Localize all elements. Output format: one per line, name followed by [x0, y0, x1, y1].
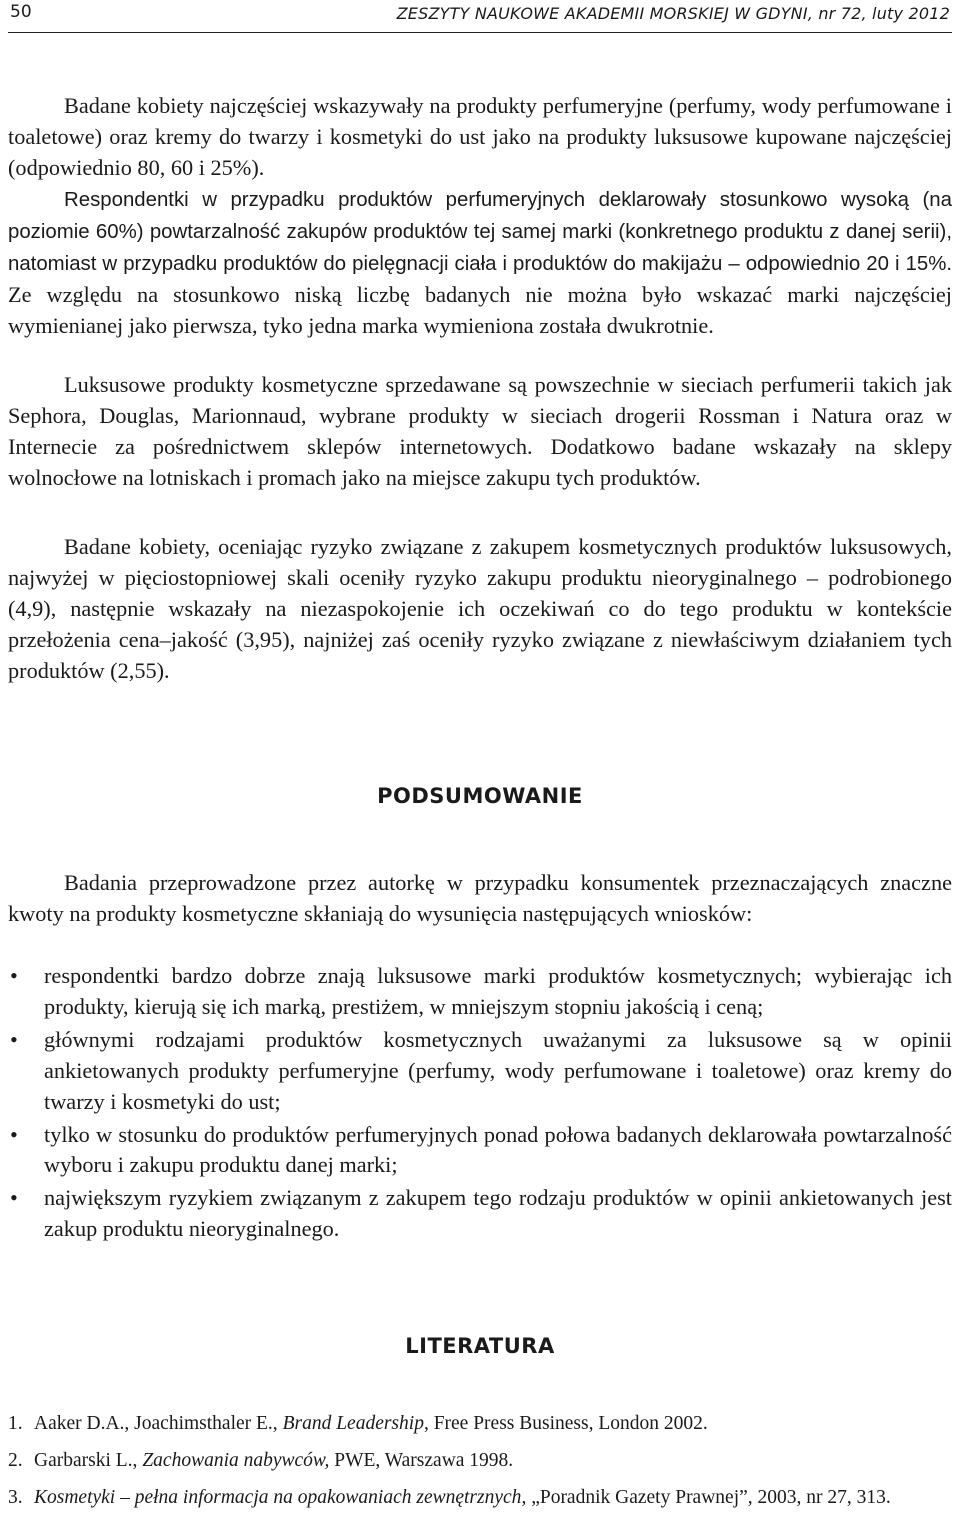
reference-item	[8, 1447, 952, 1474]
list-item-text: tylko w stosunku do produktów perfumeryjnych ponad połowa badanych deklarowała powtarzalność wyboru i zakupu produktu danej marki;	[44, 1121, 952, 1178]
list-item-text: głównymi rodzajami produktów kosmetycznych uważanymi za luksusowe są w opinii ankietowanych produkty perfumeryjne (perfumy, wody perfumowane i toaletowe) oraz kremy do twarzy i kosmetyki do ust;	[44, 1026, 952, 1114]
reference-item	[8, 1484, 952, 1511]
page-number: 50	[10, 2, 32, 22]
summary-intro	[8, 868, 952, 930]
paragraph-sans-text: Respondentki w przypadku produktów perfumeryjnych deklarowały stosunkowo wysoką (na poziomie 60%) powtarzalność zakupów produktów tej samej marki (konkretnego produktu z danej serii), natomiast w przypadku produktów do pielęgnacji ciała i produktów do makijażu – odpowiednio 20 i 15%.	[8, 189, 952, 275]
running-header	[8, 0, 952, 33]
list-item-text: respondentki bardzo dobrze znają luksusowe marki produktów kosmetycznych; wybierając ich produkty, kierują się ich marką, prestiżem, w mniejszym stopniu jakością i ceną;	[44, 963, 952, 1019]
reference-authors: Garbarski L.,	[34, 1450, 143, 1471]
reference-authors: Aaker D.A., Joachimsthaler E.,	[34, 1413, 283, 1434]
bullet-icon: •	[10, 963, 18, 988]
paragraph-luxury-products	[8, 91, 952, 184]
reference-number: 2.	[8, 1450, 23, 1471]
list-item	[8, 961, 952, 1023]
journal-title: ZESZYTY NAUKOWE AKADEMII MORSKIEJ W GDYNI, nr 72, luty 2012	[396, 4, 950, 23]
paragraph-text: Luksusowe produkty kosmetyczne sprzedawane są powszechnie w sieciach perfumerii takich jak Sephora, Douglas, Marionnaud, wybrane produkty w sieciach drogerii Rossman i Natura oraz w Internecie za pośrednictwem sklepów internetowych. Dodatkowo badane wskazały na sklepy wolnocłowe na lotniskach i promach jako na miejsce zakupu tych produktów.	[8, 372, 952, 490]
reference-number: 3.	[8, 1487, 23, 1508]
paragraph-text: Badane kobiety, oceniając ryzyko związane z zakupem kosmetycznych produktów luksusowych, najwyżej w pięciostopniowej skali oceniły ryzyko zakupu produktu nieoryginalnego – podrobionego (4,9), następnie wskazały na niezaspokojenie ich oczekiwań co do tego produktu w kontekście przełożenia cena–jakość (3,95), najniżej zaś oceniły ryzyko związane z niewłaściwym działaniem tych produktów (2,55).	[8, 534, 952, 683]
list-item-text: największym ryzykiem związanym z zakupem tego rodzaju produktów w opinii ankietowanych jest zakup produktu nieoryginalnego.	[44, 1185, 952, 1242]
reference-number: 1.	[8, 1413, 23, 1434]
list-item	[8, 1025, 952, 1118]
reference-title: Zachowania nabywców,	[142, 1450, 330, 1471]
literature-heading: LITERATURA	[405, 1334, 555, 1358]
conclusions-list	[8, 961, 952, 1247]
bibliography-list	[8, 1410, 952, 1521]
list-item	[8, 1120, 952, 1182]
reference-publisher: , „Poradnik Gazety Prawnej”, 2003, nr 27, 313.	[521, 1487, 891, 1508]
paragraph-serif-text: Ze względu na stosunkowo niską liczbę badanych nie można było wskazać marki najczęściej wymienianej jako pierwsza, tyko jedna marka wymieniona została dwukrotnie.	[8, 281, 952, 338]
paragraph-text: Badane kobiety najczęściej wskazywały na produkty perfumeryjne (perfumy, wody perfumowane i toaletowe) oraz kremy do twarzy i kosmetyki do ust jako na produkty luksusowe kupowane najczęściej (odpowiednio 80, 60 i 25%).	[8, 93, 952, 180]
paragraph-risk-assessment	[8, 532, 952, 687]
paragraph-repurchase	[8, 184, 952, 342]
reference-title: Brand Leadership	[282, 1413, 424, 1434]
paragraph-sales-channels	[8, 370, 952, 494]
summary-heading: PODSUMOWANIE	[377, 784, 583, 808]
paragraph-text: Badania przeprowadzone przez autorkę w przypadku konsumentek przeznaczających znaczne kwoty na produkty kosmetyczne skłaniają do wysunięcia następujących wniosków:	[8, 870, 952, 926]
bullet-icon: •	[10, 1026, 18, 1052]
reference-publisher: , Free Press Business, London 2002.	[423, 1413, 708, 1434]
reference-publisher: PWE, Warszawa 1998.	[329, 1450, 514, 1471]
reference-item	[8, 1410, 952, 1437]
bullet-icon: •	[10, 1121, 18, 1147]
bullet-icon: •	[10, 1185, 18, 1211]
list-item	[8, 1183, 952, 1245]
reference-title: Kosmetyki – pełna informacja na opakowaniach zewnętrznych	[34, 1487, 522, 1508]
